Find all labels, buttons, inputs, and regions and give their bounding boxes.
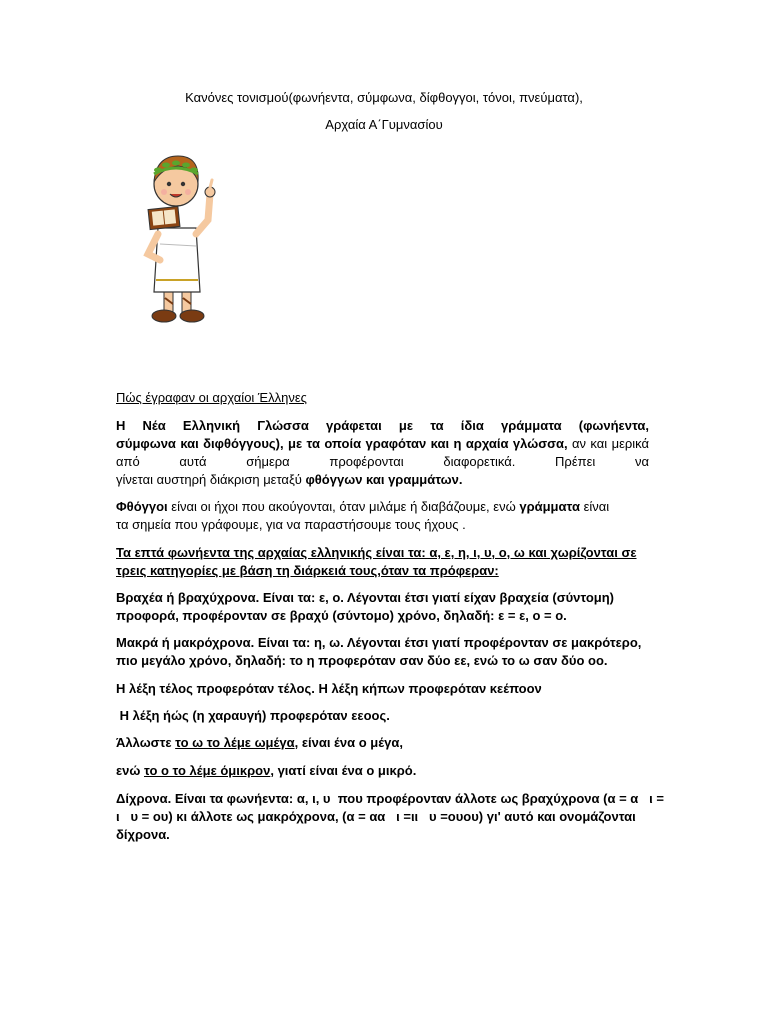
p1-line-3: από αυτά σήμερα προφέρονται διαφορετικά. Πρέπει να <box>116 454 649 469</box>
p7-text-a: Άλλωστε <box>116 735 176 750</box>
heading-seven-vowels-line-2: τρεις κατηγορίες με βάση τη διάρκειά τους,όταν τα πρόφεραν: <box>116 563 499 578</box>
p4-line-2: πιο μεγάλο χρόνο, δηλαδή: το η προφερόταν σαν δύο εε, ενώ το ω σαν δύο οο. <box>116 653 608 668</box>
p3-line-1: Βραχέα ή βραχύχρονα. Είναι τα: ε, ο. Λέγονται έτσι γιατί είχαν βραχεία (σύντομη) <box>116 590 614 605</box>
p7-omega <box>116 734 649 752</box>
heading-how-ancient-greeks-wrote: Πώς έγραφαν οι αρχαίοι Έλληνες <box>116 390 307 405</box>
p8-text-b: , γιατί είναι ένα ο μικρό. <box>270 763 417 778</box>
p2-term-letters: γράμματα <box>519 499 580 514</box>
p1-line-4-text: γίνεται αυστηρή διάκριση μεταξύ <box>116 472 306 487</box>
p9-line-2: ι υ = ου) κι άλλοτε ως μακρόχρονα, (α = αα ι =ιι υ =ουου) γι' αυτό και ονομάζονται <box>116 809 636 824</box>
p1-line-2-bold: σύμφωνα και διφθόγγους), με τα οποία γραφόταν και η αρχαία γλώσσα, <box>116 436 568 451</box>
p1-line-1 <box>116 417 649 435</box>
p7-text-b: , είναι ένα ο μέγα, <box>294 735 403 750</box>
p9-line-3: δίχρονα. <box>116 827 170 842</box>
p8-omicron <box>116 762 649 780</box>
p1-line-4 <box>116 471 649 489</box>
p3-line-2: προφορά, προφέρονταν σε βραχύ (σύντομο) χρόνο, δηλαδή: ε = ε, ο = ο. <box>116 608 567 623</box>
title-line-1: Κανόνες τονισμού(φωνήεντα, σύμφωνα, δίφθογγοι, τόνοι, πνεύματα), <box>185 90 583 105</box>
p7-underlined: το ω το λέμε ωμέγα <box>175 735 295 750</box>
ancient-greek-boy-illustration <box>138 142 222 326</box>
heading-seven-vowels-line-1: Τα επτά φωνήεντα της αρχαίας ελληνικής είναι τα: α, ε, η, ι, υ, ο, ω και χωρίζονται σε <box>116 545 637 560</box>
p8-underlined: το ο το λέμε όμικρον <box>144 763 271 778</box>
p2-line-1 <box>116 498 649 516</box>
p6-example-dawn: Η λέξη ήώς (η χαραυγή) προφερόταν εεοος. <box>116 708 390 723</box>
p4-line-1: Μακρά ή μακρόχρονα. Είναι τα: η, ω. Λέγονται έτσι γιατί προφέρονταν σε μακρότερο, <box>116 635 642 650</box>
p1-line-2-text: αν και μερικά <box>567 436 649 451</box>
p2-text-2: είναι <box>579 499 610 514</box>
p1-line-4-bold: φθόγγων και γραμμάτων. <box>305 472 463 487</box>
p8-text-a: ενώ <box>116 763 144 778</box>
p5-example-words: Η λέξη τέλος προφερόταν τέλος. Η λέξη κήπων προφερόταν κεέποον <box>116 681 542 696</box>
p2-term-sounds: Φθόγγοι <box>116 499 168 514</box>
title-line-2: Αρχαία Α΄Γυμνασίου <box>325 117 443 132</box>
p2-text-1: είναι οι ήχοι που ακούγονται, όταν μιλάμε ή διαβάζουμε, ενώ <box>167 499 520 514</box>
p9-line-1: Δίχρονα. Είναι τα φωνήεντα: α, ι, υ που προφέρονταν άλλοτε ως βραχύχρονα (α = α ι = <box>116 791 664 806</box>
p2-line-2: τα σημεία που γράφουμε, για να παραστήσουμε τους ήχους . <box>116 517 466 532</box>
p1-line-2 <box>116 435 649 453</box>
p1-line-1-text: Η Νέα Ελληνική Γλώσσα γράφεται με τα ίδια γράμματα (φωνήεντα, <box>116 418 649 433</box>
